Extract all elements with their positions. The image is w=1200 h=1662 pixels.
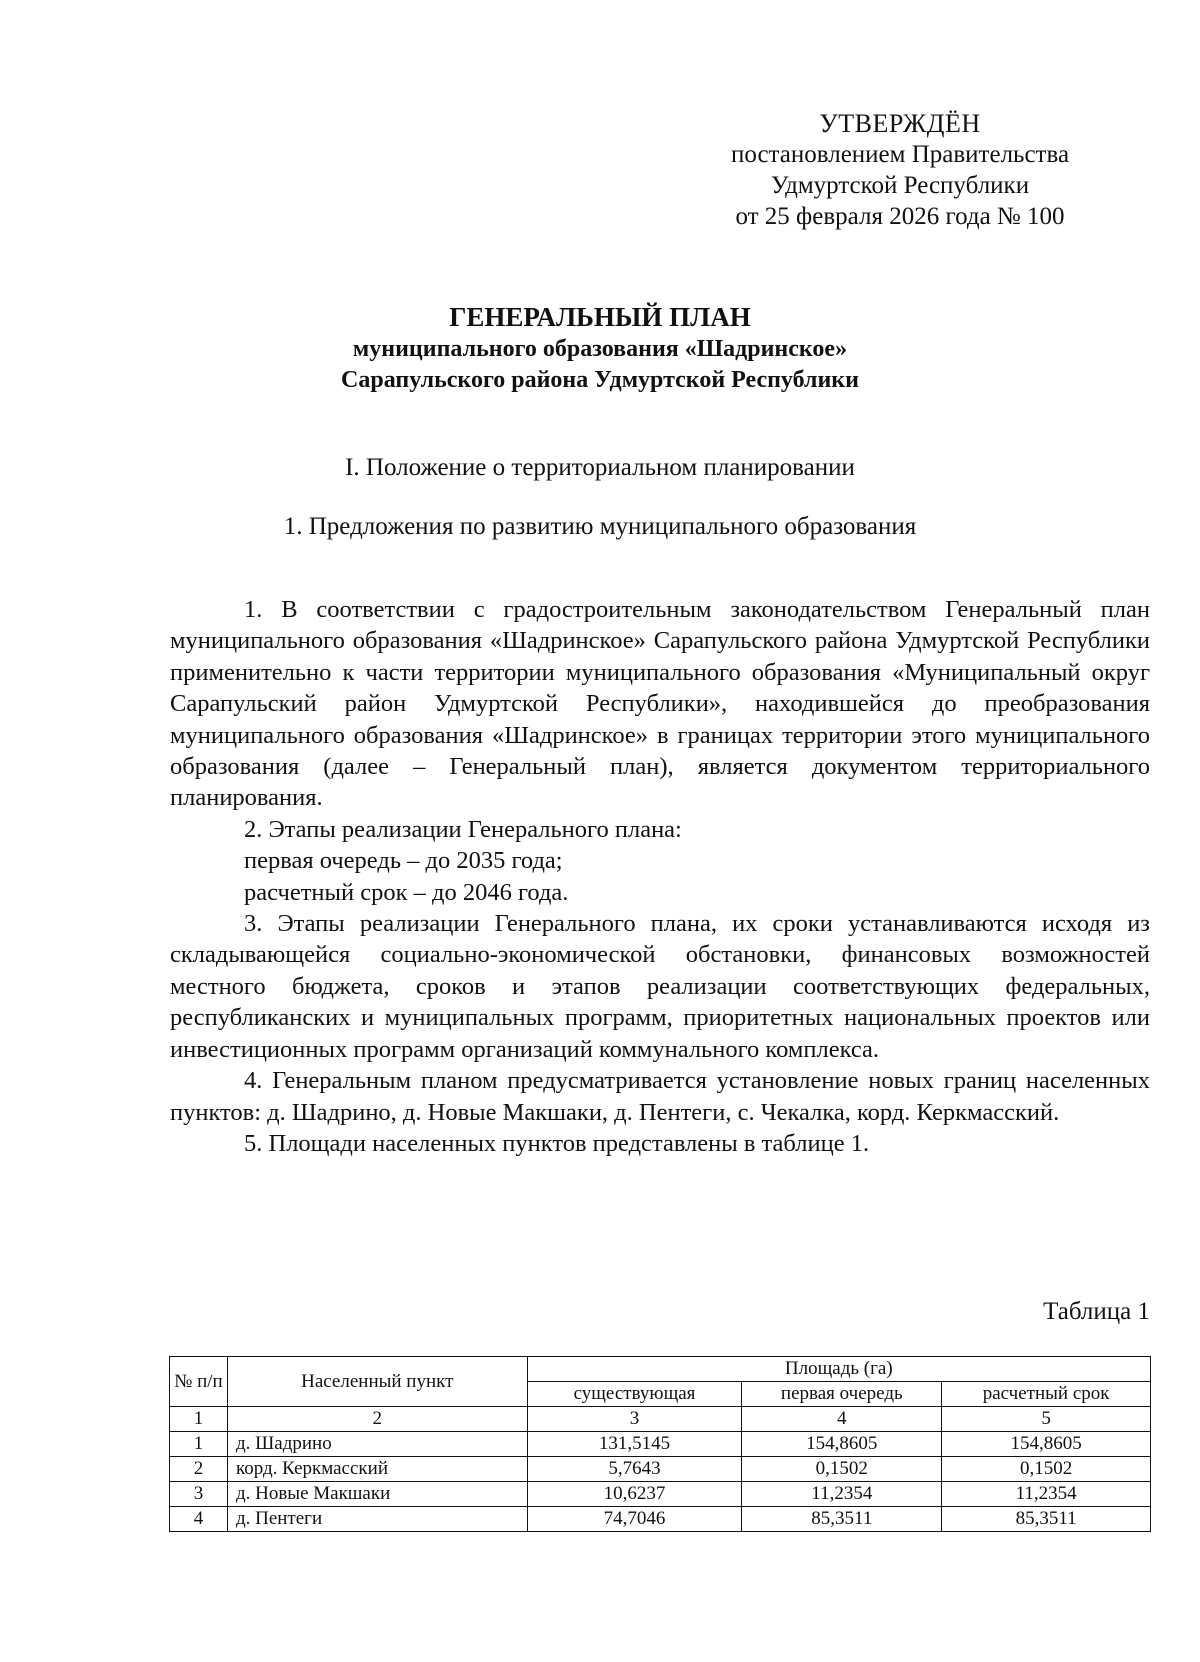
header-existing: существующая (527, 1382, 742, 1407)
document-title (160, 300, 1040, 396)
title-sub-1: муниципального образования «Шадринское» (352, 336, 848, 362)
body-text (170, 594, 1150, 1159)
approval-line-3: от 25 февраля 2026 года № 100 (735, 203, 1065, 230)
table-row (170, 1432, 1151, 1457)
table-row (170, 1457, 1151, 1482)
paragraph-4: 4. Генеральным планом предусматривается установление новых границ населенных пунктов: д. Шадрино, д. Новые Макшаки, д. Пентеги, с. Чекалка, корд. Керкмасский. (170, 1067, 1150, 1126)
approval-block (690, 108, 1110, 232)
column-number: 4 (742, 1407, 942, 1432)
row-num: 2 (170, 1457, 228, 1482)
settlement-area-table (169, 1356, 1151, 1532)
row-existing: 5,7643 (527, 1457, 742, 1482)
column-number-row (170, 1407, 1151, 1432)
row-design-term: 0,1502 (942, 1457, 1151, 1482)
row-settlement: д. Шадрино (227, 1432, 527, 1457)
row-num: 1 (170, 1432, 228, 1457)
row-settlement: д. Пентеги (227, 1507, 527, 1532)
row-design-term: 154,8605 (942, 1432, 1151, 1457)
row-first-stage: 11,2354 (742, 1482, 942, 1507)
header-settlement: Населенный пункт (227, 1357, 527, 1407)
paragraph-1: 1. В соответствии с градостроительным законодательством Генеральный план муниципального образования «Шадринское» Сарапульского района Удмуртской Республики применительно к части территории муниципального образования «Муниципальный округ Сарапульский район Удмуртской Республики», находившейся до преобразования муниципального образования «Шадринское» в границах территории этого муниципального образования (далее – Генеральный план), является документом территориального планирования. (170, 596, 1150, 812)
row-first-stage: 85,3511 (742, 1507, 942, 1532)
paragraph-2-design-term: расчетный срок – до 2046 года. (244, 878, 569, 906)
row-design-term: 85,3511 (942, 1507, 1151, 1532)
row-num: 4 (170, 1507, 228, 1532)
approval-label: УТВЕРЖДЁН (819, 109, 981, 138)
table-caption: Таблица 1 (1043, 1298, 1150, 1325)
table-row (170, 1482, 1151, 1507)
header-first-stage: первая очередь (742, 1382, 942, 1407)
paragraph-5: 5. Площади населенных пунктов представлены в таблице 1. (244, 1129, 870, 1157)
column-number: 3 (527, 1407, 742, 1432)
header-design-term: расчетный срок (942, 1382, 1151, 1407)
row-first-stage: 154,8605 (742, 1432, 942, 1457)
column-number: 2 (227, 1407, 527, 1432)
row-existing: 131,5145 (527, 1432, 742, 1457)
paragraph-2-first-stage: первая очередь – до 2035 года; (244, 847, 563, 875)
row-settlement: д. Новые Макшаки (227, 1482, 527, 1507)
column-number: 1 (170, 1407, 228, 1432)
column-number: 5 (942, 1407, 1151, 1432)
table-header-row (170, 1357, 1151, 1382)
row-num: 3 (170, 1482, 228, 1507)
row-existing: 10,6237 (527, 1482, 742, 1507)
approval-line-1: постановлением Правительства (730, 141, 1070, 168)
row-existing: 74,7046 (527, 1507, 742, 1532)
header-area: Площадь (га) (527, 1357, 1150, 1382)
approval-line-2: Удмуртской Республики (770, 172, 1030, 199)
header-num: № п/п (170, 1357, 228, 1407)
title-main: ГЕНЕРАЛЬНЫЙ ПЛАН (449, 302, 751, 332)
row-settlement: корд. Керкмасский (227, 1457, 527, 1482)
paragraph-2: 2. Этапы реализации Генерального плана: (244, 815, 682, 843)
subsection-heading: 1. Предложения по развитию муниципального образования (283, 513, 917, 540)
table-row (170, 1507, 1151, 1532)
row-first-stage: 0,1502 (742, 1457, 942, 1482)
section-heading: I. Положение о территориальном планировании (345, 454, 855, 481)
paragraph-3: 3. Этапы реализации Генерального плана, их сроки устанавливаются исходя из складывающейся социально-экономической обстановки, финансовых возможностей местного бюджета, сроков и этапов реализации соответствующих федеральных, республиканских и муниципальных программ, приоритетных национальных проектов или инвестиционных программ организаций коммунального комплекса. (170, 910, 1150, 1063)
row-design-term: 11,2354 (942, 1482, 1151, 1507)
title-sub-2: Сарапульского района Удмуртской Республики (341, 367, 859, 393)
